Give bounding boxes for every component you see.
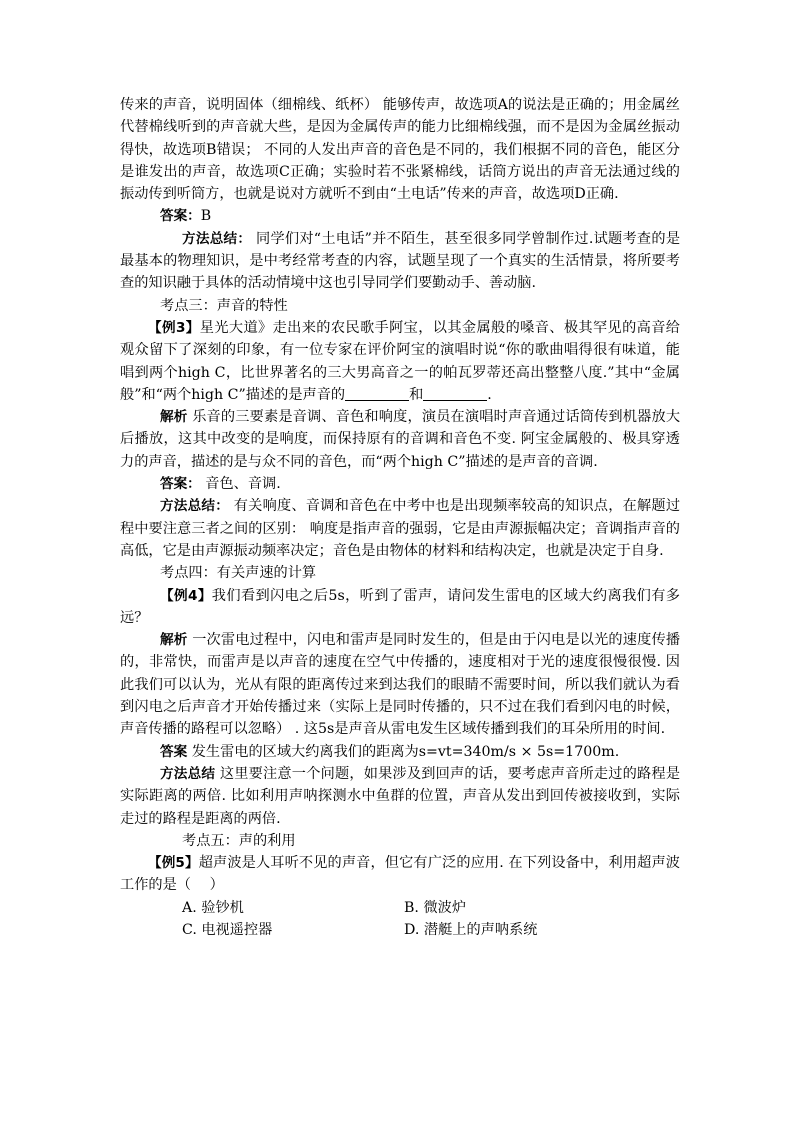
- option-a: A. 验钞机: [182, 899, 244, 916]
- method-summary-text: 同学们对“土电话”并不陌生，甚至很多同学曾制作过.试题考查的是最基本的物理知识，是中考经常考查的内容，试题呈现了一个真实的生活情景，将所要考查的知识融于具体的活动情境中这也引导同学们要勤动手、善动脑.: [120, 230, 681, 292]
- options-row-1: [120, 897, 680, 919]
- key-point-3-heading: 考点三：声音的特性: [160, 297, 288, 314]
- example-text: 超声波是人耳听不见的声音，但它有广泛的应用. 在下列设备中，利用超声波工作的是（ ）: [120, 855, 680, 894]
- answer-text: 发生雷电的区域大约离我们的距离为s=vt=340m/s × 5s=1700m.: [187, 743, 620, 760]
- example-label: 【例4】: [160, 587, 212, 604]
- analysis-label: 解析: [160, 409, 188, 426]
- method-summary-label: 方法总结：: [182, 230, 252, 247]
- example-text: 我们看到闪电之后5s，听到了雷声，请问发生雷电的区域大约离我们有多远？: [120, 587, 680, 626]
- example-label: 【例3】: [148, 319, 200, 336]
- example-tail: 和: [409, 386, 424, 403]
- answer-label: 答案: [160, 743, 188, 760]
- answer-text: 音色、音调.: [200, 476, 281, 493]
- answer-label: 答案：: [160, 476, 201, 493]
- answer-4: [120, 741, 680, 763]
- method-summary-text: 有关响度、音调和音色在中考中也是出现频率较高的知识点，在解题过程中要注意三者之间的区别： 响度是指声音的强弱，它是由声源振幅决定；音调指声音的高低，它是由声源振动频率决定；音色是由物体的材料和结构决定，也就是决定于自身.: [120, 498, 681, 559]
- example-4: [120, 585, 680, 630]
- example-label: 【例5】: [148, 855, 199, 872]
- option-d: D. 潜艇上的声呐系统: [404, 921, 538, 938]
- answer-text: B: [200, 208, 212, 225]
- analysis-4: [120, 629, 680, 740]
- method-summary-text: 这里要注意一个问题，如果涉及到回声的话，要考虑声音所走过的路程是实际距离的两倍. 比如利用声呐探测水中鱼群的位置，声音从发出到回传被接收到，实际走过的路程是距离的两倍.: [120, 765, 681, 827]
- document-page: [120, 94, 680, 941]
- analysis-text: 乐音的三要素是音调、音色和响度，演员在演唱时声音通过话筒传到机器放大后播放，这其中改变的是响度，而保持原有的音调和音色不变. 阿宝金属般的、极具穿透力的声音，描述的是与众不同的音色，而“两个high C”描述的是声音的音调.: [120, 409, 681, 470]
- method-summary-3: [120, 495, 680, 562]
- option-b: B. 微波炉: [404, 899, 467, 916]
- analysis-label: 解析: [160, 632, 188, 649]
- paragraph-analysis-continued: 传来的声音，说明固体（细棉线、纸杯） 能够传声，故选项A的说法是正确的；用金属丝代替棉线听到的声音就大些，是因为金属传声的能力比细棉线强，而不是因为金属丝振动得快，故选项B错误； 不同的人发出声音的音色是不同的，我们根据不同的音色，能区分是谁发出的声音，故选项C正确；实验时若不张紧棉线，话筒方说出的声音无法通过线的振动传到听筒方，也就是说对方就听不到由“土电话”传来的声音，故选项D正确.: [120, 97, 680, 203]
- example-text: 星光大道》走出来的农民歌手阿宝，以其金属般的嗓音、极其罕见的高音给观众留下了深刻的印象，有一位专家在评价阿宝的演唱时说“你的歌曲唱得很有味道，能唱到两个high C，比世界著名的三大男高音之一的帕瓦罗蒂还高出整整八度.”其中“金属般”和“两个high C”描述的是声音的: [120, 319, 680, 403]
- analysis-3: [120, 406, 680, 473]
- key-point-5-heading: 考点五：声的利用: [182, 832, 296, 849]
- example-3: [120, 317, 680, 406]
- answer-1: [120, 205, 680, 227]
- answer-3: [120, 473, 680, 495]
- fill-blank-1: [345, 386, 409, 401]
- option-c: C. 电视遥控器: [182, 921, 273, 938]
- key-point-4-heading: 考点四：有关声速的计算: [160, 565, 317, 582]
- example-5: [120, 852, 680, 897]
- answer-label: 答案：: [160, 208, 201, 225]
- example-end: .: [487, 386, 492, 403]
- method-summary-label: 方法总结: [160, 765, 216, 782]
- analysis-text: 一次雷电过程中，闪电和雷声是同时发生的，但是由于闪电是以光的速度传播的，非常快，而雷声是以声音的速度在空气中传播的，速度相对于光的速度很慢很慢. 因此我们可以认为，光从有限的距离传过来到达我们的眼睛不需要时间，所以我们就认为看到闪电之后声音才开始传播过来（实际上是同时传播的，只不过在我们看到闪电的时候，声音传播的路程可以忽略） . 这5s是声音从雷电发生区域传播到我们的耳朵所用的时间.: [120, 632, 681, 738]
- method-summary-4: [120, 763, 680, 830]
- fill-blank-2: [423, 386, 487, 401]
- method-summary-1: [120, 228, 680, 295]
- options-row-2: [120, 919, 680, 941]
- method-summary-label: 方法总结：: [160, 498, 230, 515]
